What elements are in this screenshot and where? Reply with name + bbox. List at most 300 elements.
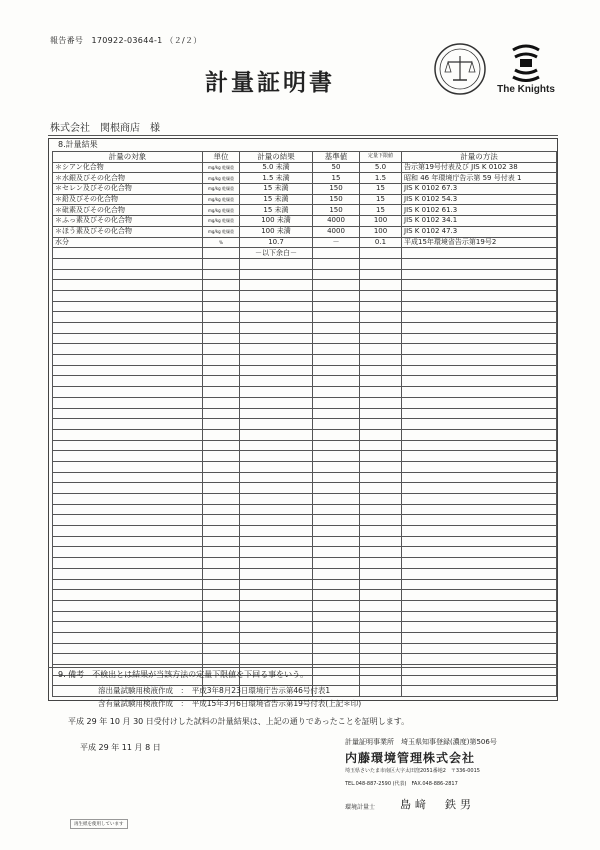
table-cell <box>360 258 402 269</box>
table-cell <box>402 312 557 323</box>
table-cell <box>240 536 313 547</box>
table-cell: － <box>313 237 360 248</box>
table-cell <box>313 579 360 590</box>
table-cell <box>203 248 240 259</box>
table-cell <box>203 258 240 269</box>
results-table <box>52 151 557 697</box>
table-cell <box>313 472 360 483</box>
table-cell <box>203 654 240 665</box>
table-cell: ＊セレン及びその化合物 <box>53 184 203 195</box>
table-cell: ＊ほう素及びその化合物 <box>53 226 203 237</box>
table-cell <box>53 643 203 654</box>
table-cell <box>360 654 402 665</box>
table-cell <box>360 323 402 334</box>
table-cell <box>402 290 557 301</box>
table-row <box>53 590 557 601</box>
table-row <box>53 547 557 558</box>
table-cell <box>360 387 402 398</box>
table-cell <box>53 440 203 451</box>
table-row <box>53 173 557 184</box>
table-header-row <box>53 152 557 163</box>
table-cell <box>313 451 360 462</box>
table-row <box>53 280 557 291</box>
divider <box>48 135 558 136</box>
table-cell <box>360 344 402 355</box>
table-cell: 50 <box>313 162 360 173</box>
table-cell: －以下余白－ <box>240 248 313 259</box>
table-row <box>53 376 557 387</box>
table-cell: ＊鉛及びその化合物 <box>53 194 203 205</box>
table-cell: mg/kg 乾燥重 <box>203 162 240 173</box>
table-cell <box>53 622 203 633</box>
table-cell <box>203 290 240 301</box>
table-cell <box>402 355 557 366</box>
table-row <box>53 632 557 643</box>
certification-statement: 平成 29 年 10 月 30 日受付けした試料の計量結果は、上記の通りであったことを証明します。 <box>68 717 410 726</box>
table-cell: JIS K 0102 47.3 <box>402 226 557 237</box>
table-cell <box>402 611 557 622</box>
table-cell <box>402 643 557 654</box>
table-cell <box>360 301 402 312</box>
brand-logo <box>496 42 556 100</box>
table-cell: mg/kg 乾燥重 <box>203 216 240 227</box>
table-cell <box>240 611 313 622</box>
table-cell <box>203 622 240 633</box>
table-cell <box>53 355 203 366</box>
table-cell <box>313 632 360 643</box>
table-cell: 15 未満 <box>240 194 313 205</box>
client-name: 株式会社 関根商店 様 <box>50 123 160 134</box>
table-row <box>53 237 557 248</box>
table-row <box>53 429 557 440</box>
table-cell <box>402 579 557 590</box>
table-cell <box>240 397 313 408</box>
table-cell <box>313 504 360 515</box>
table-cell <box>203 269 240 280</box>
table-cell <box>203 632 240 643</box>
table-cell <box>240 429 313 440</box>
table-row <box>53 365 557 376</box>
table-cell <box>313 483 360 494</box>
table-cell: 5.0 未満 <box>240 162 313 173</box>
table-cell <box>53 376 203 387</box>
table-cell: 100 <box>360 226 402 237</box>
table-row <box>53 194 557 205</box>
table-row <box>53 472 557 483</box>
table-cell: 4000 <box>313 216 360 227</box>
table-cell <box>53 429 203 440</box>
table-cell <box>203 611 240 622</box>
table-cell <box>402 558 557 569</box>
table-cell <box>360 632 402 643</box>
table-cell <box>240 290 313 301</box>
table-cell <box>240 632 313 643</box>
header-result: 計量の結果 <box>240 152 313 163</box>
table-cell <box>313 429 360 440</box>
table-cell <box>313 397 360 408</box>
table-cell: % <box>203 237 240 248</box>
table-cell: JIS K 0102 54.3 <box>402 194 557 205</box>
table-cell <box>240 301 313 312</box>
table-cell <box>53 269 203 280</box>
table-row <box>53 654 557 665</box>
table-cell: ＊水銀及びその化合物 <box>53 173 203 184</box>
table-cell <box>240 408 313 419</box>
header-target: 計量の対象 <box>53 152 203 163</box>
table-cell: 15 <box>313 173 360 184</box>
table-cell <box>53 654 203 665</box>
table-cell <box>53 558 203 569</box>
table-cell <box>360 568 402 579</box>
officer-title: 環境計量士 <box>345 804 376 811</box>
table-cell: 10.7 <box>240 237 313 248</box>
table-cell <box>203 429 240 440</box>
table-cell <box>360 269 402 280</box>
table-cell: 告示第19号付表及び JIS K 0102 38 <box>402 162 557 173</box>
table-cell <box>402 344 557 355</box>
table-cell <box>360 600 402 611</box>
table-cell <box>203 547 240 558</box>
table-cell <box>53 333 203 344</box>
table-row <box>53 419 557 430</box>
table-cell <box>402 622 557 633</box>
table-cell <box>53 280 203 291</box>
document-title: 計量証明書 <box>205 69 335 96</box>
table-cell <box>313 419 360 430</box>
table-cell <box>360 622 402 633</box>
table-cell <box>360 611 402 622</box>
table-row <box>53 568 557 579</box>
table-cell <box>313 387 360 398</box>
table-row <box>53 290 557 301</box>
table-cell <box>313 622 360 633</box>
brand-name: The Knights <box>497 84 555 95</box>
knights-emblem-icon <box>509 42 543 82</box>
table-cell <box>313 440 360 451</box>
table-cell <box>360 547 402 558</box>
table-cell <box>360 526 402 537</box>
table-cell <box>313 494 360 505</box>
table-cell <box>203 419 240 430</box>
table-cell <box>53 494 203 505</box>
table-cell: 水分 <box>53 237 203 248</box>
table-row <box>53 397 557 408</box>
table-cell <box>53 344 203 355</box>
table-cell <box>402 248 557 259</box>
table-cell <box>360 590 402 601</box>
table-cell <box>53 579 203 590</box>
table-cell: mg/kg 乾燥重 <box>203 226 240 237</box>
table-cell <box>203 301 240 312</box>
table-cell <box>313 643 360 654</box>
table-cell: 15 未満 <box>240 184 313 195</box>
table-row <box>53 494 557 505</box>
table-cell <box>203 515 240 526</box>
table-cell <box>203 472 240 483</box>
table-cell <box>402 323 557 334</box>
table-cell <box>240 440 313 451</box>
table-cell <box>360 515 402 526</box>
table-cell <box>203 558 240 569</box>
table-cell <box>53 387 203 398</box>
table-cell <box>402 515 557 526</box>
table-cell <box>360 408 402 419</box>
table-cell <box>402 440 557 451</box>
table-cell <box>53 461 203 472</box>
table-row <box>53 558 557 569</box>
table-cell <box>53 515 203 526</box>
issuer-phone: TEL.048-887-2590 (代表) FAX.048-886-2817 <box>345 781 458 787</box>
table-cell <box>313 568 360 579</box>
table-cell: 150 <box>313 205 360 216</box>
table-cell <box>53 568 203 579</box>
table-cell: ＊ふっ素及びその化合物 <box>53 216 203 227</box>
table-cell <box>402 280 557 291</box>
table-cell <box>313 333 360 344</box>
table-cell: JIS K 0102 67.3 <box>402 184 557 195</box>
table-cell <box>402 568 557 579</box>
table-cell <box>360 483 402 494</box>
table-cell <box>360 686 402 697</box>
table-cell <box>203 333 240 344</box>
table-cell <box>313 365 360 376</box>
table-row <box>53 408 557 419</box>
table-cell <box>240 579 313 590</box>
table-cell <box>402 387 557 398</box>
table-cell <box>203 643 240 654</box>
table-cell <box>313 280 360 291</box>
table-cell <box>402 654 557 665</box>
table-cell <box>360 333 402 344</box>
issue-date: 平成 29 年 11 月 8 日 <box>80 743 161 752</box>
table-cell <box>360 643 402 654</box>
table-cell <box>53 547 203 558</box>
table-cell <box>240 365 313 376</box>
table-row <box>53 536 557 547</box>
table-row <box>53 258 557 269</box>
table-cell <box>53 472 203 483</box>
table-cell <box>203 344 240 355</box>
table-cell <box>360 536 402 547</box>
table-cell <box>360 461 402 472</box>
table-cell <box>313 301 360 312</box>
table-row <box>53 162 557 173</box>
table-cell <box>240 461 313 472</box>
table-cell <box>53 419 203 430</box>
table-cell: 15 <box>360 194 402 205</box>
issuer-company: 内藤環境管理株式会社 <box>345 751 476 765</box>
table-cell <box>402 451 557 462</box>
table-row <box>53 600 557 611</box>
remark-line: 溶出量試験用検液作成 ： 平成3年8月23日環境庁告示第46号付表1 <box>98 686 331 695</box>
table-row <box>53 344 557 355</box>
table-row <box>53 205 557 216</box>
table-cell <box>402 472 557 483</box>
table-cell <box>313 290 360 301</box>
table-cell <box>402 547 557 558</box>
table-cell: 0.1 <box>360 237 402 248</box>
table-row <box>53 312 557 323</box>
table-cell <box>360 440 402 451</box>
table-cell <box>313 515 360 526</box>
table-row <box>53 323 557 334</box>
table-cell <box>240 258 313 269</box>
section-label: 8.計量結果 <box>58 140 98 149</box>
table-cell <box>313 526 360 537</box>
table-cell <box>313 248 360 259</box>
officer-name: 島﨑 鉄男 <box>400 798 475 811</box>
table-row <box>53 333 557 344</box>
table-cell <box>402 376 557 387</box>
table-row <box>53 440 557 451</box>
table-cell: 4000 <box>313 226 360 237</box>
table-cell <box>402 258 557 269</box>
table-cell <box>402 333 557 344</box>
table-cell <box>53 258 203 269</box>
table-cell <box>402 365 557 376</box>
table-cell <box>313 258 360 269</box>
table-cell: 1.5 未満 <box>240 173 313 184</box>
table-row <box>53 451 557 462</box>
table-cell <box>203 408 240 419</box>
table-cell <box>402 397 557 408</box>
table-cell <box>240 312 313 323</box>
table-cell <box>240 547 313 558</box>
issuer-office: 計量証明事業所 埼玉県知事登録(濃度)第506号 <box>345 738 497 746</box>
table-cell <box>240 504 313 515</box>
table-cell <box>402 429 557 440</box>
table-cell <box>360 419 402 430</box>
table-cell <box>53 408 203 419</box>
recycled-paper-note: 再生紙を使用しています <box>70 819 128 829</box>
table-cell <box>240 387 313 398</box>
table-cell <box>53 504 203 515</box>
table-cell <box>240 568 313 579</box>
divider <box>48 667 558 668</box>
table-cell <box>203 451 240 462</box>
table-cell <box>240 333 313 344</box>
table-cell <box>203 568 240 579</box>
table-cell <box>240 526 313 537</box>
table-cell <box>53 397 203 408</box>
table-cell <box>203 280 240 291</box>
table-cell <box>360 451 402 462</box>
table-cell <box>313 269 360 280</box>
table-cell <box>313 376 360 387</box>
table-cell <box>203 579 240 590</box>
table-cell <box>240 323 313 334</box>
table-cell <box>313 355 360 366</box>
table-cell <box>203 526 240 537</box>
table-cell: 15 <box>360 205 402 216</box>
table-cell <box>240 590 313 601</box>
header-method: 計量の方法 <box>402 152 557 163</box>
table-cell <box>203 312 240 323</box>
table-cell <box>240 451 313 462</box>
table-cell <box>53 526 203 537</box>
table-cell: mg/kg 乾燥重 <box>203 205 240 216</box>
table-cell <box>360 472 402 483</box>
table-cell: 100 <box>360 216 402 227</box>
table-cell <box>313 654 360 665</box>
table-row <box>53 184 557 195</box>
table-cell <box>360 579 402 590</box>
table-cell <box>313 344 360 355</box>
table-cell <box>360 397 402 408</box>
table-row <box>53 643 557 654</box>
table-row <box>53 504 557 515</box>
table-cell <box>203 387 240 398</box>
table-cell <box>240 515 313 526</box>
table-row <box>53 226 557 237</box>
table-cell <box>203 355 240 366</box>
table-cell <box>402 419 557 430</box>
table-row <box>53 622 557 633</box>
table-cell: 1.5 <box>360 173 402 184</box>
table-cell <box>53 451 203 462</box>
table-row <box>53 611 557 622</box>
table-cell <box>240 280 313 291</box>
table-cell <box>402 536 557 547</box>
table-cell <box>402 632 557 643</box>
table-cell <box>360 494 402 505</box>
table-cell <box>53 301 203 312</box>
table-cell: 150 <box>313 194 360 205</box>
table-cell <box>402 408 557 419</box>
table-cell <box>313 323 360 334</box>
table-cell: 15 <box>360 184 402 195</box>
remarks-label: 9. 備考 不検出とは結果が当該方法の定量下限値を下回る事をいう。 <box>58 670 309 679</box>
table-cell <box>203 440 240 451</box>
table-cell <box>360 675 402 686</box>
table-cell <box>203 323 240 334</box>
table-cell <box>360 280 402 291</box>
header-unit: 単位 <box>203 152 240 163</box>
table-cell <box>240 355 313 366</box>
table-cell <box>402 590 557 601</box>
table-cell <box>313 408 360 419</box>
table-cell <box>240 483 313 494</box>
table-cell <box>360 376 402 387</box>
issuer-address: 埼玉県さいたま市南区大字太田窪2051番地2 〒336-0015 <box>345 768 480 774</box>
table-cell <box>402 494 557 505</box>
table-cell: JIS K 0102 34.1 <box>402 216 557 227</box>
table-cell: 平成15年環境省告示第19号2 <box>402 237 557 248</box>
table-row <box>53 387 557 398</box>
table-cell <box>240 269 313 280</box>
table-cell <box>313 611 360 622</box>
table-cell <box>240 494 313 505</box>
table-cell <box>402 461 557 472</box>
table-cell: 100 未満 <box>240 216 313 227</box>
table-cell <box>360 248 402 259</box>
table-row <box>53 269 557 280</box>
table-row <box>53 579 557 590</box>
table-row <box>53 461 557 472</box>
table-cell <box>53 632 203 643</box>
table-cell <box>240 558 313 569</box>
table-cell <box>402 301 557 312</box>
table-cell <box>402 504 557 515</box>
table-cell <box>402 483 557 494</box>
table-cell <box>53 312 203 323</box>
table-cell <box>402 600 557 611</box>
table-cell: 5.0 <box>360 162 402 173</box>
table-cell <box>360 429 402 440</box>
table-row <box>53 355 557 366</box>
table-cell: 150 <box>313 184 360 195</box>
header-standard: 基準値 <box>313 152 360 163</box>
